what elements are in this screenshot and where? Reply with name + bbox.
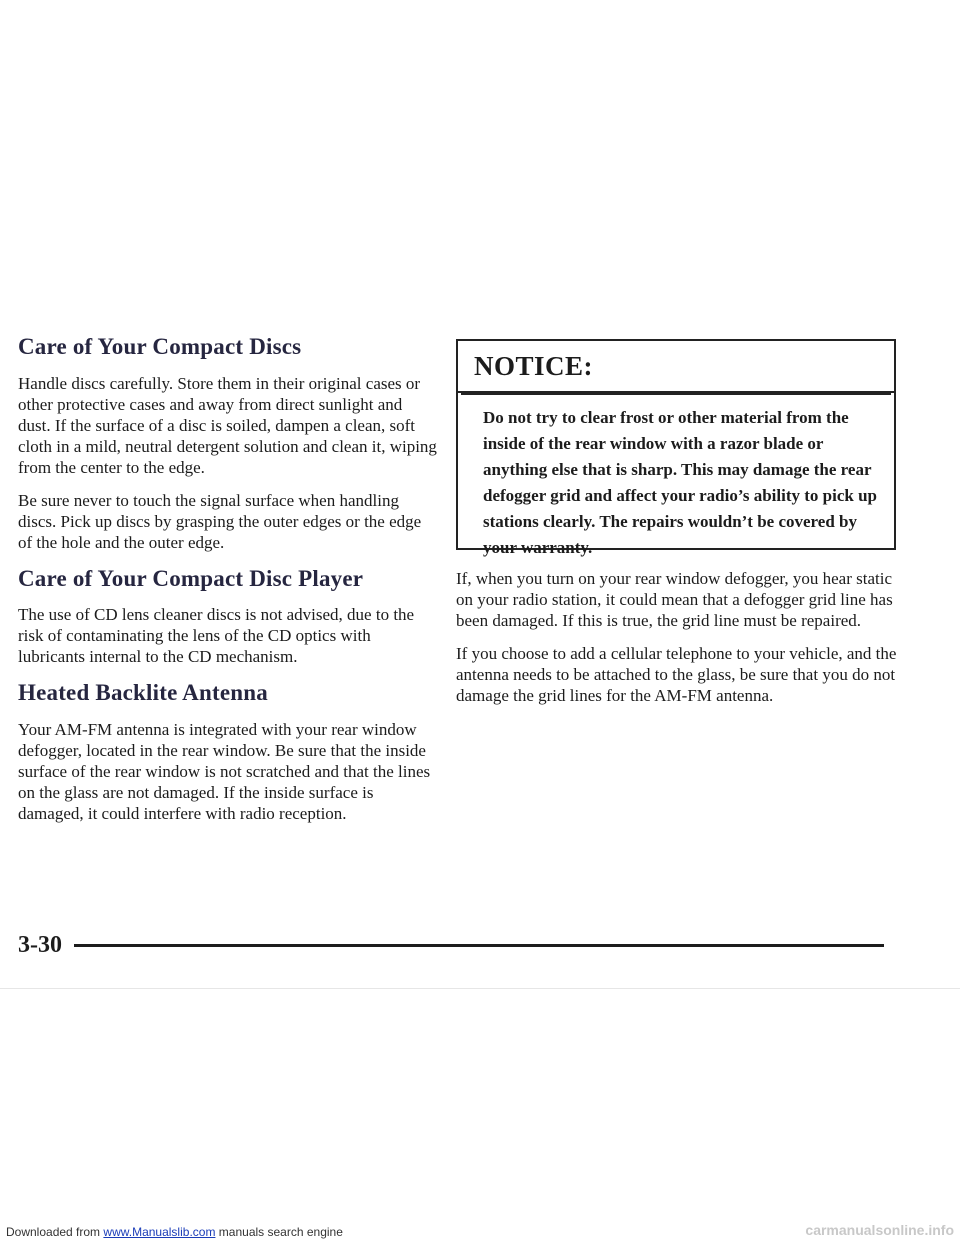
section-title-backlite-antenna: Heated Backlite Antenna bbox=[18, 680, 268, 706]
right-column bbox=[456, 339, 904, 718]
notice-title: NOTICE: bbox=[474, 350, 594, 381]
compact-discs-paragraph-2: Be sure never to touch the signal surface when handling discs. Pick up discs by grasping the outer edges or the edge of the hole and the outer edge. bbox=[18, 490, 422, 552]
cellular-phone-paragraph: If you choose to add a cellular telephone to your vehicle, and the antenna needs to be attached to the glass, be sure that you do not damage the grid lines for the AM-FM antenna. bbox=[456, 644, 897, 705]
footer-rule-faint bbox=[0, 988, 960, 989]
defogger-static-paragraph: If, when you turn on your rear window defogger, you hear static on your radio station, it could mean that a defogger grid line has been damaged. If this is true, the grid line must be repaired. bbox=[456, 569, 893, 630]
download-prefix: Downloaded from bbox=[6, 1225, 101, 1239]
page-number: 3-30 bbox=[18, 932, 62, 958]
left-column bbox=[18, 333, 438, 836]
backlite-antenna-paragraph: Your AM-FM antenna is integrated with your rear window defogger, located in the rear window. Be sure that the inside surface of the rear window is not scratched and that the lines on the glass are not damaged. If the inside surface is damaged, it could interfere with radio reception. bbox=[18, 719, 431, 823]
footer-rule bbox=[74, 944, 884, 947]
notice-box bbox=[456, 339, 896, 557]
section-title-disc-player: Care of Your Compact Disc Player bbox=[18, 565, 364, 591]
download-suffix: manuals search engine bbox=[218, 1225, 343, 1239]
watermark: carmanualsonline.info bbox=[805, 1222, 954, 1238]
download-notice bbox=[6, 1225, 343, 1239]
compact-discs-paragraph-1: Handle discs carefully. Store them in their original cases or other protective cases and away from direct sunlight and dust. If the surface of a disc is soiled, dampen a clean, soft cloth in a mild, neutral detergent solution and clean it, wiping from the center to the edge. bbox=[18, 373, 437, 477]
manualslib-link[interactable]: www.Manualslib.com bbox=[103, 1225, 216, 1239]
notice-header bbox=[458, 341, 894, 393]
section-title-compact-discs: Care of Your Compact Discs bbox=[18, 334, 302, 359]
right-body bbox=[456, 568, 904, 706]
disc-player-paragraph: The use of CD lens cleaner discs is not advised, due to the risk of contaminating the lens of the CD optics with lubricants internal to the CD mechanism. bbox=[18, 605, 415, 667]
notice-text: Do not try to clear frost or other material from the inside of the rear window with a razor blade or anything else that is sharp. This may damage the rear defogger grid and affect your radio’s ability to pick up stations clearly. The repairs wouldn’t be covered by your warranty. bbox=[461, 393, 891, 545]
